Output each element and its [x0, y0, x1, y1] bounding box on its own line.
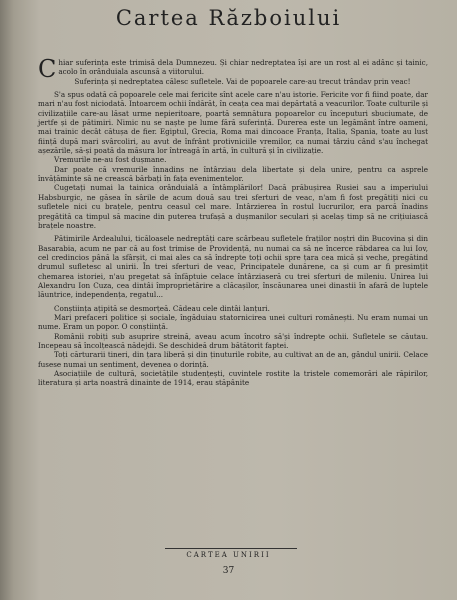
paragraph: Dar poate că vremurile înnadins ne întârziau dela libertate și dela unire, pentru ca asprele învățăminte să ne crească bărbați în fața evenimentelor.: [38, 164, 428, 184]
drop-cap: C: [38, 55, 57, 83]
running-footer: CARTEA UNIRII: [186, 551, 271, 559]
paragraph: Mari prefaceri politice și sociale, îngăduiau statornicirea unei culturi românești. Nu eram numai un nume. Eram un popor. O conștiință.: [38, 312, 428, 332]
paragraph: Românii robiți sub asuprire streină, aveau acum încotro să'și îndrepte ochii. Sufletele se căutau. Incepeau să încolțească nădejdi. Se deschideă drum bătătorit faptei.: [38, 331, 428, 350]
paragraph: Asociațiile de cultură, societățile studențești, cuvintele rostite la tristele comemorări ale răpirilor, literatura și arta noastră dinainte de 1914, erau stăpânite: [38, 369, 428, 388]
footer-divider: [165, 548, 297, 549]
paragraph-text: hiar suferința este trimisă dela Dumnezeu. Și chiar nedreptatea își are un rost al ei adânc și tainic, acolo în orânduiala ascunsă a viitorului.: [58, 58, 428, 77]
paragraph: Pătimirile Ardealului, ticăloasele nedreptăți care scârbeau sufletele fraților noștri din Bucovina și din Basarabia, acum ne par că au fost trimise de Providență, nu numai ca să ne încerce răbdarea ca lui Iov, cel credincios până la sfârșit, ci mai ales ca să îndrepte toți ochii spre țara cea mică și veche, pregătind drumul sufletesc al unirii. În trei sferturi de veac, Principatele dunărene, ca și cum ar fi presimțit chemarea istoriei, n'au pregetat să înfăptuie celace întârziaseră cu trei sferturi de mileniu. Unirea lui Alexandru Ion Cuza, cea dintâi împroprietărire a clăcașilor, înscăunarea unei dinastii în afară de luptele lăuntrice, independența, regatul...: [38, 234, 428, 300]
paragraph: Conștiința ațipită se desmorțeă. Cădeau cele dintâi lanțuri.: [54, 303, 270, 313]
paragraph: Vremurile ne-au fost dușmane.: [54, 155, 167, 165]
paragraph: Cugetați numai la tainica orânduială a întâmplărilor! Dacă prăbușirea Rusiei sau a imperiului Habsburgic, ne găsea în sârile de acum două sau trei sferturi de veac, n'am fi fost pregătiți nici cu sufletele nici cu brațele, pentru ceasul cel mare. Intârzierea în rostul lucrurilor, era parcă înadins pregătită ca timpul să macine din puterea trufașă a dușmanilor seculari și acelaș timp să ne crițiuiască brațele noastre.: [38, 183, 428, 230]
paragraph: S'a spus odată că popoarele cele mai fericite sînt acele care n'au istorie. Fericite vor fi fiind poate, dar mari n'au fost niciodată. Intoarcem ochii îndărăt, în ceața cea mai depărtată a veacurilor. Toate culturile și civilizațiile care-au lăsat urme nepieritoare, poartă semnătura popoarelor cu începuturi sbuciumate, de jertfe și de pătimiri. Nimic nu se naște pe lume fără suferință. Durerea este un legământ între oameni, mai trainic decât cătușa de fier. Egiptul, Grecia, Roma mai dincoace Franța, Italia, Spania, toate au lust ființă după mari svârcoliri, au avut de înfrânt protivniciile vremilor, ca numai târziu când s'au închegat așezările, să-și poată da măsura lor întreagă în artă, în cultură și în civilizație.: [38, 90, 428, 156]
page-title: Cartea Războiului: [115, 6, 342, 30]
body-text: [38, 55, 428, 388]
page-number: 37: [222, 566, 235, 576]
paragraph: Suferința și nedreptatea călesc sufletele. Vai de popoarele care-au trecut trândav prin veac!: [74, 76, 411, 86]
paragraph: Toți cărturarii tineri, din țara liberă și din ținuturile robite, au cultivat an de an, gândul unirii. Celace fusese numai un sentiment, devenea o dorință.: [38, 350, 428, 369]
